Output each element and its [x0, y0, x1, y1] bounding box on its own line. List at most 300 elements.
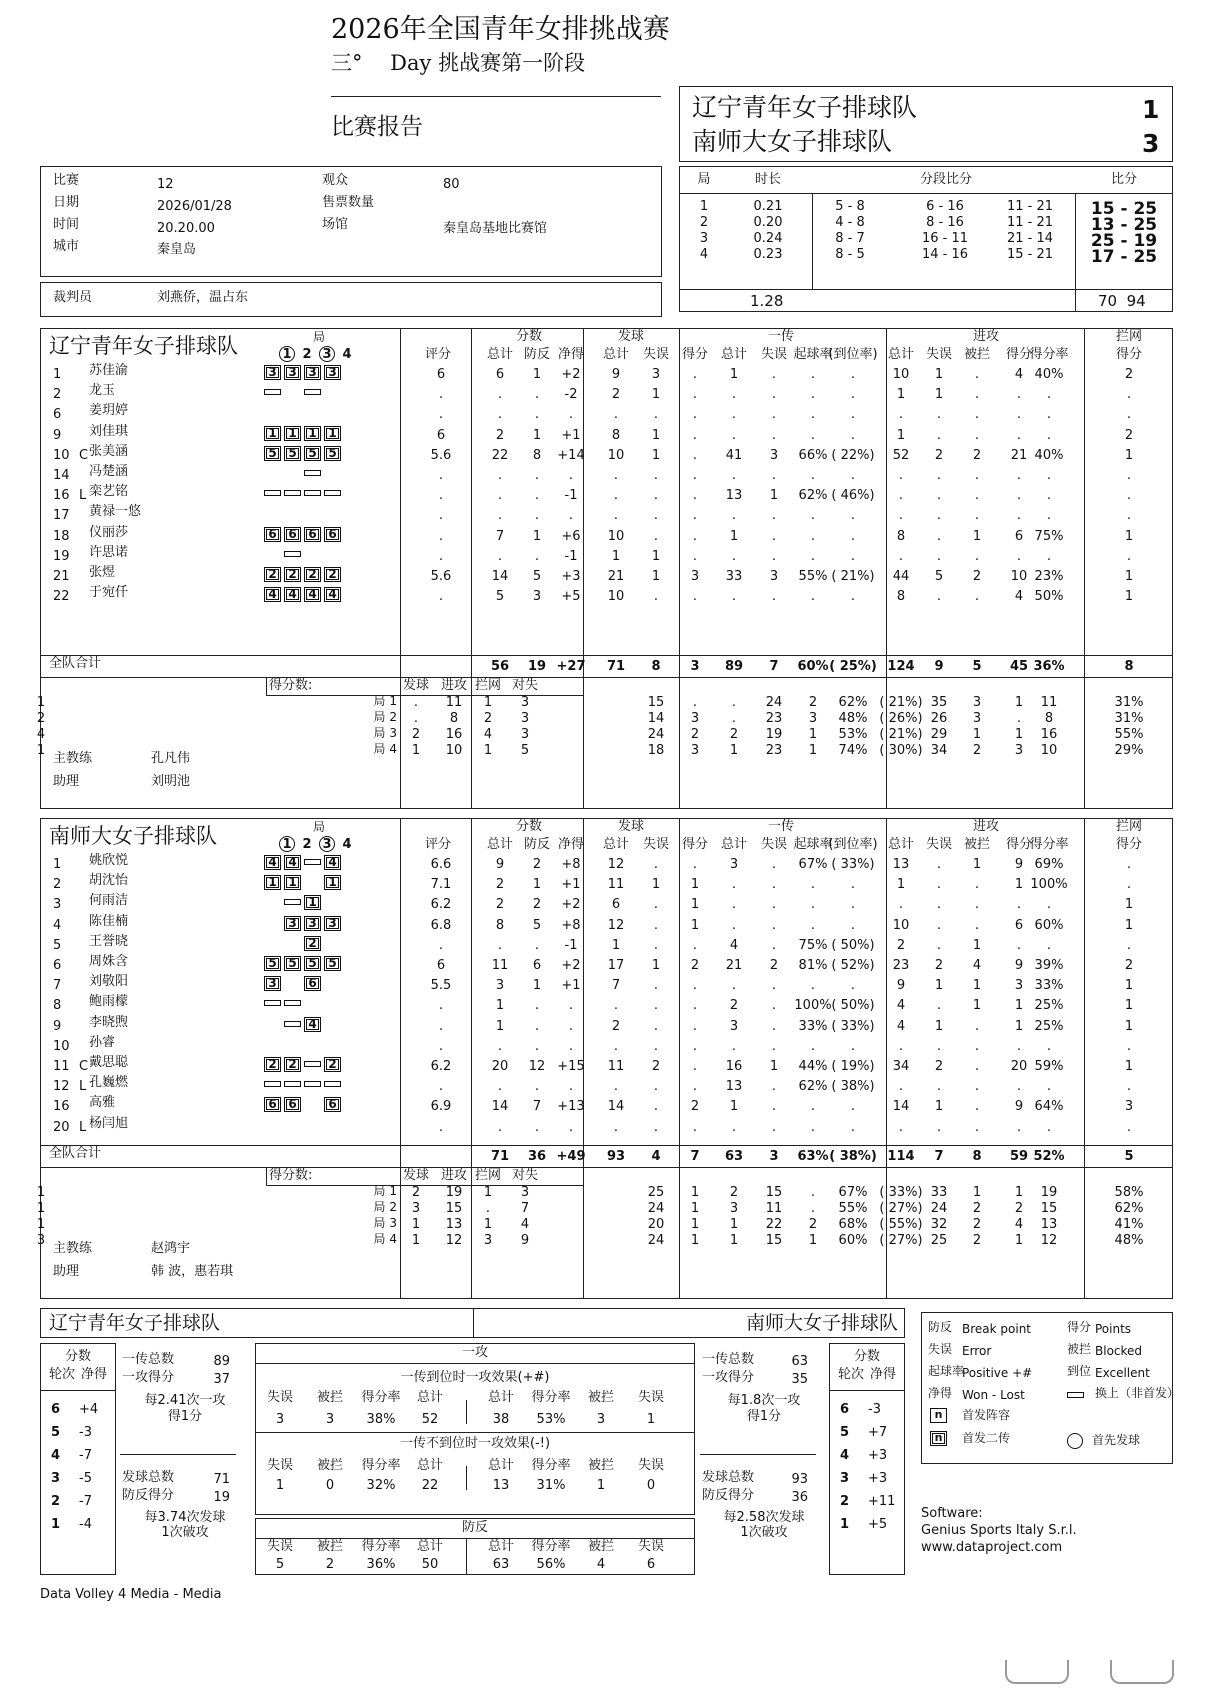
set-stat: 1: [690, 1233, 700, 1248]
h-err: 失误: [925, 347, 953, 362]
starting-position: 5: [284, 446, 301, 461]
total-cell: 89: [724, 659, 744, 674]
stat-cell: 10: [892, 367, 910, 382]
stat-cell: .: [613, 488, 619, 504]
team-total-label: 全队合计: [49, 1146, 102, 1161]
starting-position: 3: [304, 916, 321, 931]
stat-cell: 20: [1010, 1059, 1028, 1074]
stat-cell: 16: [725, 1059, 743, 1074]
set-stat: 15: [765, 1233, 783, 1248]
stat-cell: 1: [934, 387, 944, 403]
stat-cell: 21: [1010, 447, 1028, 463]
set-stat: 13: [445, 1217, 463, 1232]
column-divider: [466, 1466, 467, 1490]
stat-cell: .: [438, 407, 444, 423]
stat-cell: .: [810, 1099, 816, 1115]
starting-lineup-icon: n: [930, 1408, 947, 1423]
stat-cell: .: [810, 877, 816, 893]
stat-cell: 1: [651, 958, 661, 973]
player-row: [41, 873, 1172, 893]
player-number: 3: [53, 897, 62, 913]
stat-cell: .: [653, 978, 659, 994]
stat-cell: .: [692, 937, 698, 953]
player-number: 5: [53, 937, 62, 953]
set-stat: 53%: [838, 727, 868, 742]
h-h_pct: 得分率: [531, 1458, 571, 1473]
rotation: 4: [840, 1448, 850, 1463]
stat-cell: -1: [564, 937, 578, 953]
starting-position: 6: [304, 527, 321, 542]
h-h_pct: 得分率: [531, 1390, 571, 1405]
starting-position: 1: [284, 875, 301, 890]
stat-cell: 50%: [1034, 589, 1064, 605]
set-stat: 3: [483, 1233, 493, 1248]
stat-cell: .: [438, 468, 444, 483]
stat-cell: .: [974, 897, 980, 913]
stat-cell: .: [438, 937, 444, 953]
player-name: 仪丽莎: [89, 524, 129, 540]
team-name: 南师大女子排球队: [49, 824, 217, 848]
partial-16: 6 - 16: [926, 199, 964, 214]
h-blo: 被拦: [963, 347, 991, 362]
stat-cell: 62%: [798, 1079, 828, 1095]
stat-cell: .: [692, 1079, 698, 1095]
set-label: 局 1: [373, 1184, 397, 1198]
set-stat: 2: [729, 1185, 739, 1200]
starting-position: 5: [324, 956, 341, 971]
stat-cell: .: [1126, 488, 1132, 504]
total-cell: 59: [1009, 1149, 1029, 1164]
starting-position: 5: [264, 956, 281, 971]
stat-cell: 1: [972, 998, 982, 1014]
starting-position: 5: [284, 956, 301, 971]
stat-cell: .: [438, 528, 444, 544]
h-set-num: 4: [342, 837, 352, 852]
stat-cell: .: [1126, 508, 1132, 524]
stat-cell: .: [497, 548, 503, 564]
set-stat: 48%: [838, 711, 868, 726]
set-number: 1: [699, 199, 709, 214]
h-set-num: 2: [302, 347, 312, 362]
set-stat: 60%: [838, 1233, 868, 1248]
stat-cell: .: [771, 407, 777, 423]
player-number: 2: [53, 387, 62, 403]
stat-cell: .: [850, 978, 856, 994]
stat-cell: -1: [564, 488, 578, 504]
player-name: 张煜: [89, 565, 116, 580]
a-srv-tot-label: 发球总数: [122, 1470, 175, 1485]
b-srv-tot: 93: [791, 1472, 808, 1487]
set-stat: 3: [808, 711, 818, 726]
stat-cell: .: [936, 998, 942, 1014]
stat-cell: 1: [651, 427, 661, 443]
set-stat: 1: [808, 743, 818, 758]
stat-cell: .: [692, 407, 698, 423]
stat-cell: 2: [1124, 367, 1134, 382]
player-name: 陈佳楠: [89, 913, 129, 929]
substitute-icon: [324, 490, 341, 496]
stat-cell: .: [692, 1038, 698, 1054]
legend-key: 到位: [1067, 1364, 1092, 1378]
h-set-num: 1: [282, 837, 292, 852]
starting-setter-icon: n: [930, 1431, 947, 1446]
rot-h2: 净得: [81, 1367, 108, 1382]
set-label: 局 3: [373, 726, 397, 740]
row-divider: [41, 677, 1172, 678]
set-stat: 3: [729, 1201, 739, 1216]
stat-cell: 4: [972, 958, 982, 973]
stat-cell: .: [974, 1059, 980, 1074]
player-row: [41, 934, 1172, 954]
player-row: [41, 424, 1172, 444]
set-stat: .: [1016, 711, 1022, 726]
h-h_err: 失误: [266, 1390, 294, 1405]
starting-position: 4: [284, 587, 301, 602]
stat-cell: 33%: [1034, 978, 1064, 994]
set-stat: 1: [483, 695, 493, 710]
partial-16: 8 - 16: [926, 215, 964, 230]
total-cell: 60%: [797, 659, 829, 674]
stat-cell: .: [613, 407, 619, 423]
referees: 刘燕侨，温占东: [157, 290, 249, 305]
stat-cell: .: [613, 468, 619, 483]
stat-cell: .: [653, 1018, 659, 1034]
stat-cell: 9: [896, 978, 906, 994]
stat-cell: .: [850, 367, 856, 382]
stat-cell: 5: [532, 569, 542, 584]
starting-position: 4: [324, 855, 341, 870]
set-stat: 24: [647, 1233, 665, 1248]
stat-cell: +1: [561, 877, 581, 893]
stat-cell: .: [1046, 937, 1052, 953]
stat-cell: 2: [934, 447, 944, 463]
rotation: 6: [51, 1402, 61, 1417]
stat-cell: .: [438, 1038, 444, 1054]
stat-cell: 3: [769, 447, 779, 463]
set-stat: 8: [449, 711, 459, 726]
stat-cell: .: [850, 548, 856, 564]
stat-cell: 67%: [798, 857, 828, 872]
set-stat: .: [731, 695, 737, 710]
player-name: 何雨洁: [89, 893, 129, 909]
h-h_err: 失误: [266, 1539, 294, 1554]
partial-8: 4 - 8: [835, 215, 865, 230]
positive-val: 53%: [536, 1412, 566, 1427]
match-info: [40, 166, 662, 277]
stat-cell: .: [810, 468, 816, 483]
set-stat: 23: [765, 711, 783, 726]
stat-cell: 6: [1014, 917, 1024, 933]
software-label: Software:: [921, 1506, 983, 1521]
stat-cell: 10: [607, 528, 625, 544]
stat-cell: .: [438, 1079, 444, 1095]
set-stat: 16: [445, 727, 463, 742]
h-exc: (到位率): [828, 837, 878, 852]
stat-cell: .: [1016, 897, 1022, 913]
set-stat: 1: [729, 1233, 739, 1248]
legend-key: 防反: [928, 1320, 953, 1334]
stat-cell: .: [692, 998, 698, 1014]
h-set-num: 2: [302, 837, 312, 852]
stat-cell: .: [1016, 1079, 1022, 1095]
set-label: 局 4: [373, 1232, 397, 1246]
stat-cell: .: [771, 917, 777, 933]
stat-cell: .: [1016, 488, 1022, 504]
set-stat: 15: [765, 1185, 783, 1200]
h-pct: 得分率: [1029, 837, 1069, 852]
audience: 80: [443, 177, 460, 192]
set-stat: 34: [930, 743, 948, 758]
starting-position: 2: [304, 936, 321, 951]
player-role: L: [79, 488, 87, 504]
team-total-label: 全队合计: [49, 656, 102, 671]
set-stat: 24: [647, 727, 665, 742]
stat-cell: 9: [1014, 857, 1024, 872]
set-stat: 1: [690, 1217, 700, 1232]
h-blk_pts: 得分: [1115, 837, 1143, 852]
stat-cell: .: [1046, 1119, 1052, 1135]
set-stat: 19: [765, 727, 783, 742]
summary-team-bar: [40, 1308, 905, 1338]
stat-cell: .: [974, 427, 980, 443]
stat-cell: .: [534, 998, 540, 1014]
transition-val: 63: [492, 1557, 510, 1572]
header-rule: [331, 96, 661, 97]
substitute-icon: [304, 1081, 321, 1087]
set-stat: 16: [1040, 727, 1058, 742]
rot-h1: 轮次: [49, 1367, 76, 1382]
substitute-icon: [284, 1021, 301, 1027]
rotation-net: +7: [868, 1425, 888, 1440]
stat-cell: ( 46%): [831, 488, 875, 504]
stat-cell: .: [731, 978, 737, 994]
player-number: 10: [53, 447, 70, 463]
starting-position: 3: [304, 365, 321, 380]
set-stat: 4: [36, 727, 46, 742]
transition-title: 防反: [461, 1520, 489, 1535]
legend-key: 失误: [928, 1342, 953, 1356]
stat-cell: 11: [607, 877, 625, 893]
set-number: 2: [699, 215, 709, 230]
row-divider: [41, 655, 1172, 656]
stat-cell: 75%: [1034, 528, 1064, 544]
assistant-name: 韩 波，惠若琪: [151, 1264, 234, 1279]
stat-cell: .: [898, 897, 904, 913]
set-score: 25 - 19: [1090, 231, 1158, 251]
stat-cell: 10: [892, 917, 910, 933]
set-stat: 11: [765, 1201, 783, 1216]
stat-cell: 1: [1124, 1018, 1134, 1034]
stat-cell: 3: [651, 367, 661, 382]
set-stat: 4: [483, 727, 493, 742]
set-stat: 25: [930, 1233, 948, 1248]
stat-cell: ( 22%): [831, 447, 875, 463]
stat-cell: .: [731, 427, 737, 443]
set-stat: 8: [1044, 711, 1054, 726]
assistant-name: 刘明池: [151, 774, 191, 789]
total-cell: 19: [527, 659, 547, 674]
set-stat: 1: [972, 1185, 982, 1200]
set-stat: 2: [411, 727, 421, 742]
stat-cell: .: [692, 427, 698, 443]
player-role: L: [79, 1079, 87, 1095]
h-h_pct: 得分率: [361, 1390, 401, 1405]
partial-16: 14 - 16: [921, 247, 969, 262]
stat-cell: 1: [1014, 877, 1024, 893]
stat-cell: .: [568, 508, 574, 524]
stat-cell: .: [936, 1119, 942, 1135]
h-vote: 评分: [424, 837, 452, 852]
starting-position: 4: [304, 1017, 321, 1032]
stat-cell: .: [771, 427, 777, 443]
assistant-label: 助理: [53, 1264, 80, 1279]
h-pts: 得分: [681, 837, 709, 852]
stat-cell: 1: [532, 367, 542, 382]
substitute-icon: [264, 490, 281, 496]
set-stat: 25: [647, 1185, 665, 1200]
stat-cell: .: [1126, 937, 1132, 953]
stat-cell: .: [1126, 1079, 1132, 1095]
h-blk_pts: 得分: [1115, 347, 1143, 362]
player-number: 9: [53, 427, 62, 443]
player-name: 高雅: [89, 1095, 116, 1111]
stat-cell: .: [497, 1079, 503, 1095]
set-label: 局 3: [373, 1216, 397, 1230]
pb-opp: 对失: [511, 678, 539, 693]
stat-cell: 3: [495, 978, 505, 994]
stat-cell: .: [1126, 857, 1132, 872]
match-date: 2026/01/28: [157, 199, 232, 214]
h-h_tot: 总计: [416, 1390, 444, 1405]
h-set: 局: [312, 330, 326, 344]
set-stat: 1: [808, 1233, 818, 1248]
set-stat: 3: [690, 743, 700, 758]
rotation: 3: [51, 1471, 61, 1486]
stat-cell: .: [534, 937, 540, 953]
set-stat: 2: [808, 1217, 818, 1232]
stat-cell: .: [936, 589, 942, 605]
legend-value: Blocked: [1095, 1344, 1143, 1358]
stat-cell: 5.6: [430, 447, 452, 463]
stat-cell: .: [936, 468, 942, 483]
stat-cell: 1: [532, 978, 542, 994]
first-serve-icon: [319, 836, 335, 852]
stat-cell: .: [1046, 407, 1052, 423]
stat-cell: 1: [690, 877, 700, 893]
h-h_err: 失误: [637, 1539, 665, 1554]
stat-cell: +13: [557, 1099, 585, 1115]
set-stat: 3: [411, 1201, 421, 1216]
coach-label: 主教练: [53, 751, 93, 766]
set-stat: .: [485, 1201, 491, 1216]
stat-cell: .: [534, 407, 540, 423]
stat-cell: .: [692, 528, 698, 544]
stat-cell: 5.6: [430, 569, 452, 584]
starting-position: 2: [264, 567, 281, 582]
stat-cell: +2: [561, 897, 581, 913]
set-stat: 23: [765, 743, 783, 758]
player-number: 9: [53, 1018, 62, 1034]
stat-cell: .: [692, 508, 698, 524]
match-city: 秦皇岛: [157, 242, 197, 257]
total-cell: 56: [490, 659, 510, 674]
column-divider: [466, 1538, 467, 1574]
b-srv-pts-label: 防反得分: [702, 1488, 755, 1503]
h-h_err: 失误: [266, 1458, 294, 1473]
h-tot: 总计: [486, 837, 514, 852]
set-duration: 0.20: [753, 215, 783, 230]
starting-position: 5: [304, 446, 321, 461]
stat-cell: .: [974, 1038, 980, 1054]
player-row: [41, 403, 1172, 423]
legend-key: 被拦: [1067, 1342, 1092, 1356]
starting-position: 1: [264, 426, 281, 441]
starting-position: 1: [304, 895, 321, 910]
stat-cell: .: [771, 548, 777, 564]
stat-cell: 10: [1010, 569, 1028, 584]
stat-cell: .: [1016, 548, 1022, 564]
player-row: [41, 565, 1172, 585]
starting-position: 3: [284, 916, 301, 931]
stat-cell: 6: [532, 958, 542, 973]
stat-cell: 1: [934, 1099, 944, 1115]
player-row: [41, 974, 1172, 994]
total-cell: 52%: [1033, 1149, 1065, 1164]
software-url[interactable]: www.dataproject.com: [921, 1540, 1063, 1555]
stat-cell: .: [1126, 468, 1132, 483]
stat-cell: .: [653, 857, 659, 872]
set-stat: 3: [520, 1185, 530, 1200]
stat-cell: 1: [972, 978, 982, 994]
stat-cell: 9: [495, 857, 505, 872]
set-stat: .: [810, 1201, 816, 1216]
positive-val: 38: [492, 1412, 510, 1427]
stat-cell: .: [1046, 1038, 1052, 1054]
stat-cell: +8: [561, 917, 581, 933]
starting-position: 5: [264, 446, 281, 461]
stat-cell: .: [497, 1038, 503, 1054]
pb-block: 拦网: [474, 678, 502, 693]
sets-h-partial: 分段比分: [919, 172, 973, 187]
stat-cell: .: [771, 998, 777, 1014]
stat-cell: 3: [690, 569, 700, 584]
stat-cell: 1: [769, 488, 779, 504]
set-stat: 7: [520, 1201, 530, 1216]
stat-cell: 10: [607, 447, 625, 463]
stat-cell: 2: [690, 958, 700, 973]
stat-cell: 6: [436, 958, 446, 973]
column-divider: [266, 677, 267, 695]
h-bp: 防反: [523, 347, 551, 362]
stat-cell: 17: [607, 958, 625, 973]
substitute-icon: [1067, 1392, 1084, 1398]
total-cell: 7: [769, 659, 779, 674]
stat-cell: .: [731, 877, 737, 893]
set-stat: 41%: [1114, 1217, 1144, 1232]
stat-cell: .: [653, 528, 659, 544]
stat-cell: .: [810, 427, 816, 443]
stat-cell: .: [898, 488, 904, 504]
total-cell: 5: [1124, 1149, 1134, 1164]
stat-cell: 1: [1124, 917, 1134, 933]
set-label: 局 4: [373, 742, 397, 756]
stat-cell: 5: [532, 917, 542, 933]
stat-cell: .: [771, 367, 777, 382]
player-number: 8: [53, 998, 62, 1014]
legend-value: Excellent: [1095, 1366, 1150, 1380]
stat-cell: .: [497, 508, 503, 524]
h-h_pct: 得分率: [531, 1539, 571, 1554]
